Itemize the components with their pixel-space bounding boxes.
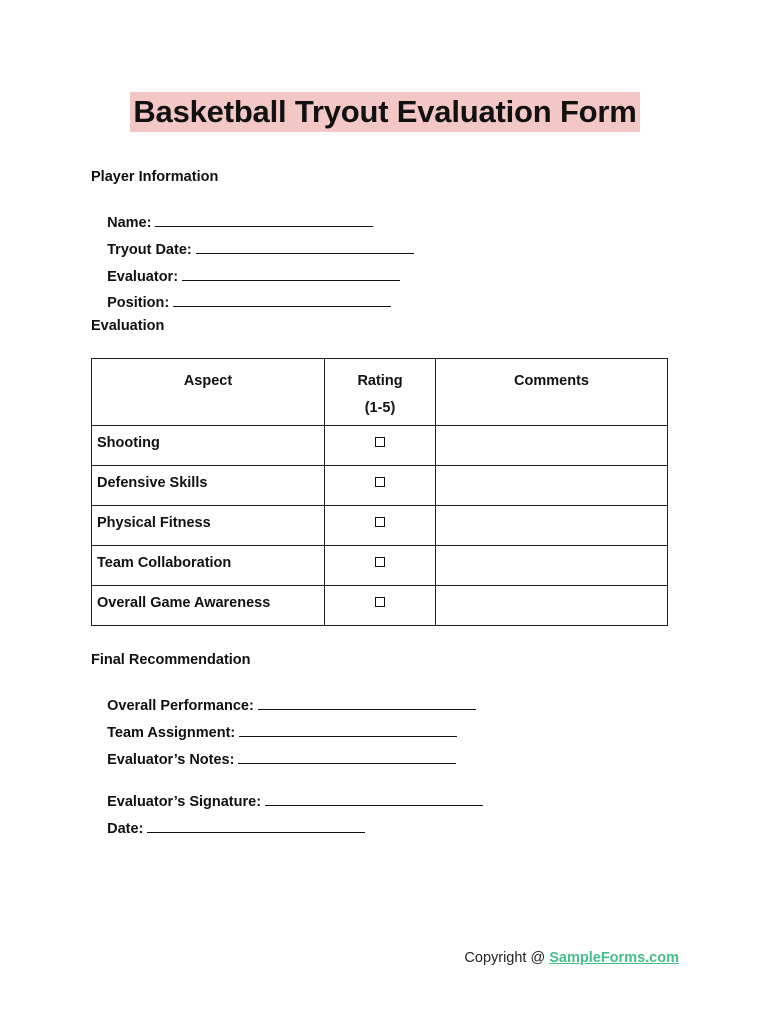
team-assignment-label: Team Assignment: [107,725,236,741]
table-header-row [92,359,668,426]
comments-cell[interactable] [436,506,668,546]
page-title: Basketball Tryout Evaluation Form [130,92,639,132]
aspect-label: Defensive Skills [97,474,208,491]
name-label: Name: [107,215,152,231]
position-input-line[interactable] [173,292,391,307]
table-row [92,506,668,546]
rating-header-label: Rating [357,373,403,389]
final-recommendation-heading: Final Recommendation [91,652,251,668]
date-field[interactable] [91,800,365,856]
rating-scale-label: (1-5) [364,400,396,416]
evaluator-notes-label: Evaluator’s Notes: [107,752,235,768]
evaluation-table [91,358,668,626]
comments-cell[interactable] [436,466,668,506]
evaluation-heading: Evaluation [91,318,165,334]
rating-cell[interactable] [325,586,436,626]
aspect-column-header [92,359,325,426]
comments-header-label: Comments [514,373,589,389]
comments-cell[interactable] [436,426,668,466]
rating-column-header [325,359,436,426]
aspect-cell [92,546,325,586]
checkbox-icon[interactable] [375,437,385,447]
rating-cell[interactable] [325,506,436,546]
aspect-cell [92,506,325,546]
aspect-label: Overall Game Awareness [97,594,271,611]
copyright-footer [464,950,679,966]
table-row [92,426,668,466]
position-label: Position: [107,295,170,311]
sampleforms-link[interactable]: SampleForms.com [549,950,679,966]
aspect-label: Team Collaboration [97,554,232,571]
date-input-line[interactable] [147,818,365,833]
comments-cell[interactable] [436,546,668,586]
checkbox-icon[interactable] [375,557,385,567]
rating-cell[interactable] [325,426,436,466]
aspect-header-label: Aspect [183,373,233,389]
date-label: Date: [107,821,144,837]
evaluator-label: Evaluator: [107,269,179,285]
aspect-cell [92,466,325,506]
aspect-cell [92,586,325,626]
comments-column-header [436,359,668,426]
rating-cell[interactable] [325,546,436,586]
player-info-heading: Player Information [91,169,219,185]
aspect-label: Shooting [97,434,160,451]
aspect-label: Physical Fitness [97,514,211,531]
table-row [92,546,668,586]
checkbox-icon[interactable] [375,597,385,607]
table-row [92,466,668,506]
tryout-date-label: Tryout Date: [107,242,192,258]
aspect-cell [92,426,325,466]
evaluator-notes-input-line[interactable] [238,749,456,764]
checkbox-icon[interactable] [375,517,385,527]
copyright-text: Copyright @ [464,950,546,966]
signature-label: Evaluator’s Signature: [107,794,262,810]
table-row [92,586,668,626]
rating-cell[interactable] [325,466,436,506]
checkbox-icon[interactable] [375,477,385,487]
overall-performance-label: Overall Performance: [107,698,254,714]
comments-cell[interactable] [436,586,668,626]
title-container [0,92,770,132]
